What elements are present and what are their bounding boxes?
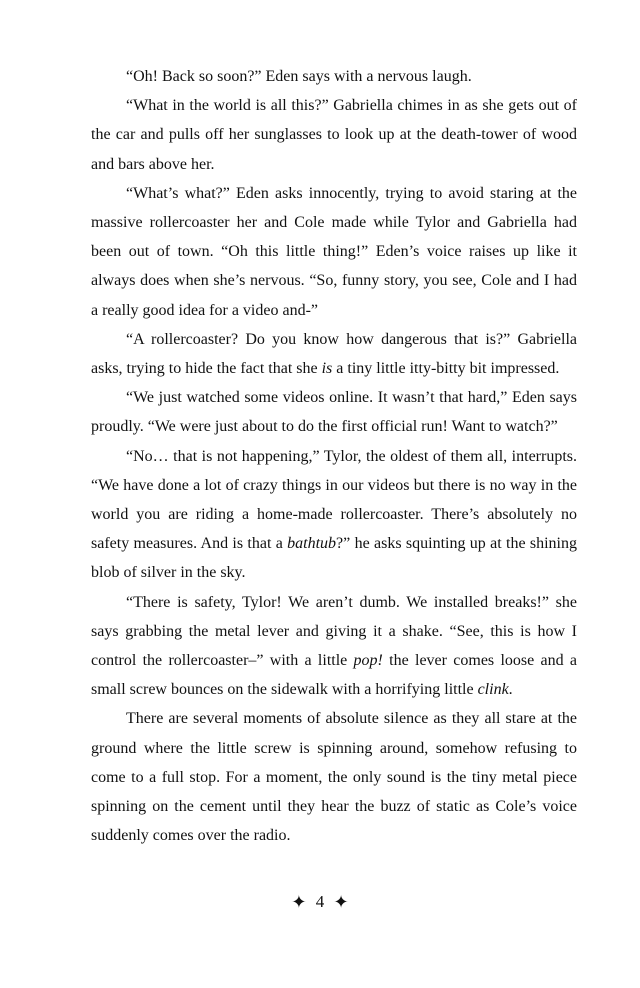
paragraph (91, 704, 577, 850)
page-body (91, 62, 577, 850)
italic-text: bathtub (287, 535, 337, 553)
text-segment: “We just watched some videos online. It wasn’t that hard,” Eden says proudly. “We were just about to do the first official run! Want to watch?” (91, 389, 577, 436)
text-segment: a tiny little itty-bitty bit impressed. (332, 360, 560, 378)
star-icon: ✦ (291, 892, 307, 912)
page-footer (0, 892, 640, 913)
text-segment: the lever comes loose and a small screw bounces on the sidewalk with a horrifying little (91, 652, 578, 699)
paragraph (91, 383, 577, 441)
star-icon: ✦ (333, 892, 349, 912)
page-number: 4 (315, 892, 325, 911)
text-segment: ?” he asks squinting up at the shining blob of silver in the sky. (91, 535, 577, 582)
text-segment: There are several moments of absolute silence as they all stare at the ground where the little screw is spinning around, somehow refusing to come to a full stop. For a moment, the only sound is the tiny metal piece spinning on the cement until they hear the buzz of static as Cole’s voice suddenly comes over the radio. (91, 710, 577, 845)
text-segment: “There is safety, Tylor! We aren’t dumb. We installed breaks!” she says grabbing the metal lever and giving it a shake. “See, this is how I control the rollercoaster–” with a little (91, 593, 577, 670)
italic-text: clink (477, 681, 509, 699)
text-segment: “No… that is not happening,” Tylor, the oldest of them all, interrupts. “We have done a lot of crazy things in our videos but there is no way in the world you are riding a home-made rollercoaster. There’s absolutely no safety measures. And is that a (91, 447, 577, 553)
paragraph (91, 442, 577, 588)
text-segment: “What’s what?” Eden asks innocently, trying to avoid staring at the massive rollercoaster her and Cole made while Tylor and Gabriella had been out of town. “Oh this little thing!” Eden’s voice raises up like it always does when she’s nervous. “So, funny story, you see, Cole and I had a really good idea for a video and-” (91, 184, 577, 319)
italic-text: is (321, 360, 333, 378)
paragraph (91, 91, 577, 179)
text-segment: “Oh! Back so soon?” Eden says with a nervous laugh. (126, 68, 472, 85)
text-segment: “What in the world is all this?” Gabriella chimes in as she gets out of the car and pulls off her sunglasses to look up at the death-tower of wood and bars above her. (91, 97, 577, 173)
paragraph (91, 588, 577, 705)
paragraph (91, 62, 577, 91)
paragraph (91, 325, 577, 383)
text-segment: “A rollercoaster? Do you know how dangerous that is?” Gabriella asks, trying to hide the fact that she (91, 330, 577, 378)
italic-text: pop! (353, 652, 383, 670)
paragraph (91, 179, 577, 325)
text-segment: . (508, 681, 513, 699)
